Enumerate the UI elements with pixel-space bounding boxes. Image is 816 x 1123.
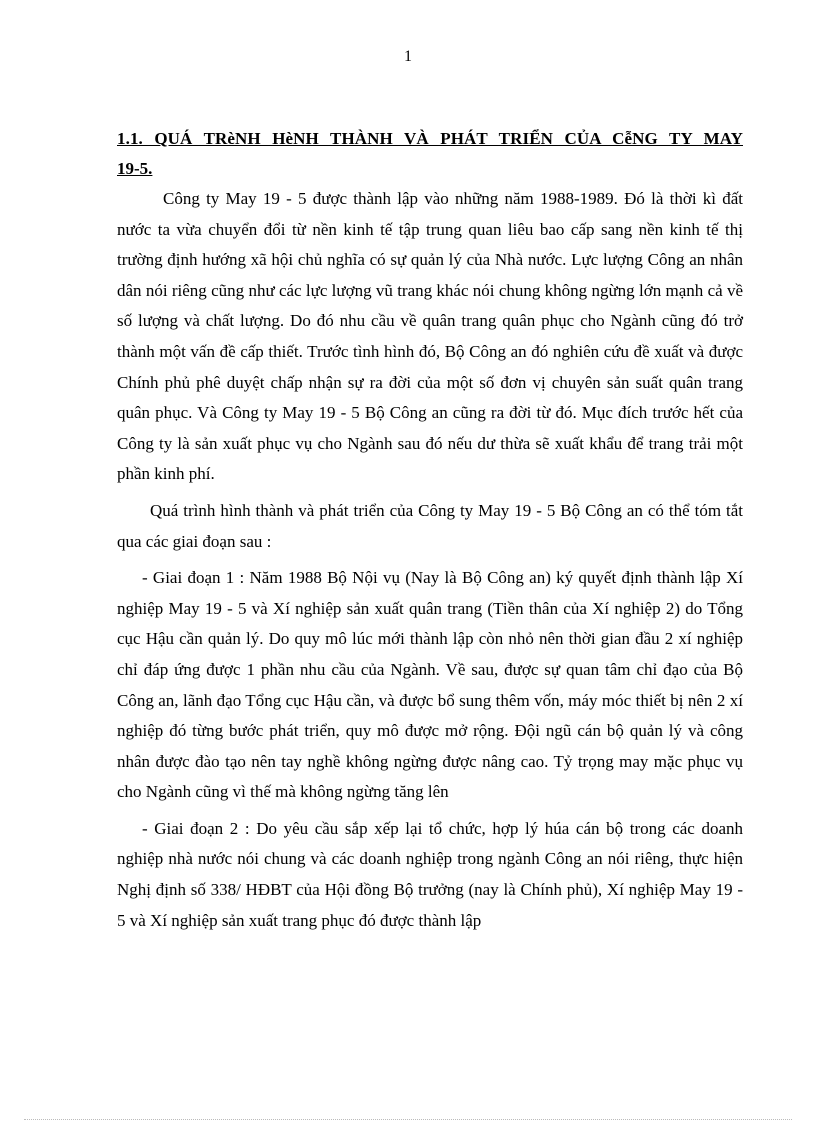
page-number: 1	[404, 48, 412, 65]
document-body	[117, 124, 743, 942]
section-heading-continuation: 19-5.	[117, 159, 153, 178]
section-heading: 1.1. QUÁ TRèNH HèNH THÀNH VÀ PHÁT TRIỂN CỦA CễNG TY MAY	[117, 129, 743, 148]
paragraph-company-founding: Công ty May 19 - 5 được thành lập vào những năm 1988-1989. Đó là thời kì đất nước ta vừa chuyển đổi từ nền kinh tế tập trung quan liêu bao cấp sang nền kinh tế thị trường định hướng xã hội chủ nghĩa có sự quản lý của Nhà nước. Lực lượng Công an nhân dân nói riêng cũng như các lực lượng vũ trang khác nói chung không ngừng lớn mạnh cả về số lượng và chất lượng. Do đó nhu cầu về quân trang quân phục cho Ngành cũng đó trở thành một vấn đề cấp thiết. Trước tình hình đó, Bộ Công an đó nghiên cứu đề xuất và được Chính phủ phê duyệt chấp nhận sự ra đời của một số đơn vị chuyên sản suất quân trang quân phục. Và Công ty May 19 - 5 Bộ Công an cũng ra đời từ đó. Mục đích trước hết của Công ty là sản xuất phục vụ cho Ngành sau đó nếu dư thừa sẽ xuất khẩu để trang trải một phần kinh phí.	[117, 189, 743, 484]
paragraph-stage-1: - Giai đoạn 1 : Năm 1988 Bộ Nội vụ (Nay là Bộ Công an) ký quyết định thành lập Xí nghiệp May 19 - 5 và Xí nghiệp sản xuất quân trang (Tiền thân của Xí nghiệp 2) do Tổng cục Hậu cần quản lý. Do quy mô lúc mới thành lập còn nhỏ nên thời gian đầu 2 xí nghiệp chỉ đáp ứng được 1 phần nhu cầu của Ngành. Về sau, được sự quan tâm chỉ đạo của Bộ Công an, lãnh đạo Tổng cục Hậu cần, và được bổ sung thêm vốn, máy móc thiết bị nên 2 xí nghiệp đó từng bước phát triển, quy mô được mở rộng. Đội ngũ cán bộ quản lý và công nhân được đào tạo nên tay nghề không ngừng được nâng cao. Tỷ trọng may mặc phục vụ cho Ngành cũng vì thế mà không ngừng tăng lên	[117, 568, 743, 802]
paragraph-stage-2: - Giai đoạn 2 : Do yêu cầu sắp xếp lại tổ chức, hợp lý húa cán bộ trong các doanh nghiệp nhà nước nói chung và các doanh nghiệp trong ngành Công an nói riêng, thực hiện Nghị định số 338/ HĐBT của Hội đồng Bộ trưởng (nay là Chính phủ), Xí nghiệp May 19 - 5 và Xí nghiệp sản xuất trang phục đó được thành lập	[117, 818, 743, 930]
page-bottom-divider	[24, 1119, 792, 1120]
paragraph-stages-intro: Quá trình hình thành và phát triển của Công ty May 19 - 5 Bộ Công an có thể tóm tắt qua các giai đoạn sau :	[117, 500, 743, 551]
